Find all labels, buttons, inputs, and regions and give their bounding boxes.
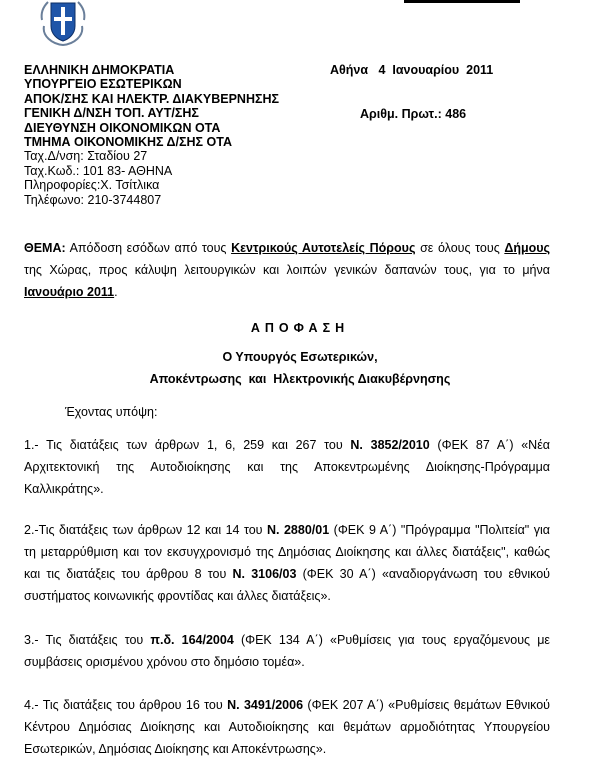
- authority-line: ΑΠΟΚ/ΣΗΣ ΚΑΙ ΗΛΕΚΤΡ. ΔΙΑΚΥΒΕΡΝΗΣΗΣ: [24, 91, 279, 106]
- authority-line: ΥΠΟΥΡΓΕΙΟ ΕΣΩΤΕΡΙΚΩΝ: [24, 77, 182, 92]
- top-rule: [404, 0, 520, 3]
- contact-line: Πληροφορίες:Χ. Τσίτλικα: [24, 178, 160, 193]
- clause-text: 3.- Τις διατάξεις του: [24, 633, 151, 647]
- clause-text: 1.- Τις διατάξεις των άρθρων 1, 6, 259 και 267 του: [24, 438, 351, 452]
- clause-paragraph: [24, 434, 550, 500]
- law-reference: Ν. 2880/01: [267, 523, 330, 537]
- minister-line: Ο Υπουργός Εσωτερικών,: [222, 350, 378, 364]
- law-reference: Ν. 3491/2006: [227, 698, 304, 712]
- subject-emphasis: Κεντρικούς Αυτοτελείς Πόρους: [231, 241, 416, 255]
- minister-line: Αποκέντρωσης και Ηλεκτρονικής Διακυβέρνησης: [149, 372, 451, 386]
- clause-paragraph: [24, 519, 550, 607]
- authority-line: ΔΙΕΥΘΥΝΣΗ ΟΙΚΟΝΟΜΙΚΩΝ ΟΤΑ: [24, 120, 221, 135]
- subject-label: ΘΕΜΑ:: [24, 241, 66, 255]
- contact-line: Ταχ.Δ/νση: Σταδίου 27: [24, 149, 148, 164]
- clause-text: 4.- Τις διατάξεις του άρθρου 16 του: [24, 698, 228, 712]
- contact-line: Τηλέφωνο: 210-3744807: [24, 192, 162, 207]
- having-regard: Έχοντας υπόψη:: [65, 405, 158, 419]
- issuing-authority-block: [24, 63, 279, 207]
- authority-line: ΕΛΛΗΝΙΚΗ ΔΗΜΟΚΡΑΤΙΑ: [24, 63, 175, 77]
- law-reference: Ν. 3106/03: [232, 567, 297, 581]
- greek-state-emblem: [38, 0, 88, 46]
- protocol-number: Αριθμ. Πρωτ.: 486: [360, 107, 467, 121]
- clause-text: (ΦΕΚ 30 Α΄) «αναδιοργάνωση του εθνικού συστήματος κοινωνικής φροντίδας και άλλες διατάξεις».: [24, 567, 550, 603]
- subject-emphasis: Δήμους: [504, 241, 551, 255]
- clause-text: (ΦΕΚ 9 Α΄) "Πρόγραμμα "Πολιτεία" για τη μεταρρύθμιση και τον εκσυγχρονισμό της Δημόσιας Διοίκησης και άλλες διατάξεις", καθώς και τις διατάξεις του άρθρου 8 του: [24, 523, 550, 581]
- clause-text: (ΦΕΚ 87 Α΄) «Νέα Αρχιτεκτονική της Αυτοδιοίκησης και της Αποκεντρωμένης Διοίκησης-Πρόγραμμα Καλλικράτης».: [24, 438, 550, 496]
- law-reference: Ν. 3852/2010: [350, 438, 430, 452]
- subject-text: .: [114, 285, 118, 299]
- law-reference: π.δ. 164/2004: [150, 633, 234, 647]
- authority-line: ΓΕΝΙΚΗ Δ/ΝΣΗ ΤΟΠ. ΑΥΤ/ΣΗΣ: [24, 106, 199, 121]
- subject-text: σε όλους τους: [415, 241, 505, 255]
- subject-text: της Χώρας, προς κάλυψη λειτουργικών και λοιπών γενικών δαπανών τους, για το μήνα: [24, 263, 550, 277]
- clause-paragraph: [24, 694, 550, 760]
- subject-paragraph: [24, 237, 550, 303]
- contact-line: Ταχ.Κωδ.: 101 83- ΑΘΗΝΑ: [24, 163, 173, 178]
- subject-emphasis: Ιανουάριο 2011: [24, 285, 115, 299]
- subject-text: Απόδοση εσόδων από τους: [65, 241, 232, 255]
- clause-text: 2.-Τις διατάξεις των άρθρων 12 και 14 του: [24, 523, 267, 537]
- clause-text: (ΦΕΚ 207 Α΄) «Ρυθμίσεις θεμάτων Εθνικού Κέντρου Δημόσιας Διοίκησης και Αυτοδιοίκησης και θεμάτων αρμοδιότητας Υπουργείου Εσωτερικών, Δημόσιας Διοίκησης και Αποκέντρωσης».: [24, 698, 551, 756]
- decision-title: ΑΠΟΦΑΣΗ: [250, 321, 350, 335]
- clause-paragraph: [24, 629, 550, 673]
- document-date: Αθήνα 4 Ιανουαρίου 2011: [330, 63, 494, 77]
- authority-line: ΤΜΗΜΑ ΟΙΚΟΝΟΜΙΚΗΣ Δ/ΣΗΣ ΟΤΑ: [24, 135, 232, 150]
- clause-text: (ΦΕΚ 134 Α΄) «Ρυθμίσεις για τους εργαζόμενους με συμβάσεις ορισμένου χρόνου στο δημόσιο τομέα».: [24, 633, 550, 669]
